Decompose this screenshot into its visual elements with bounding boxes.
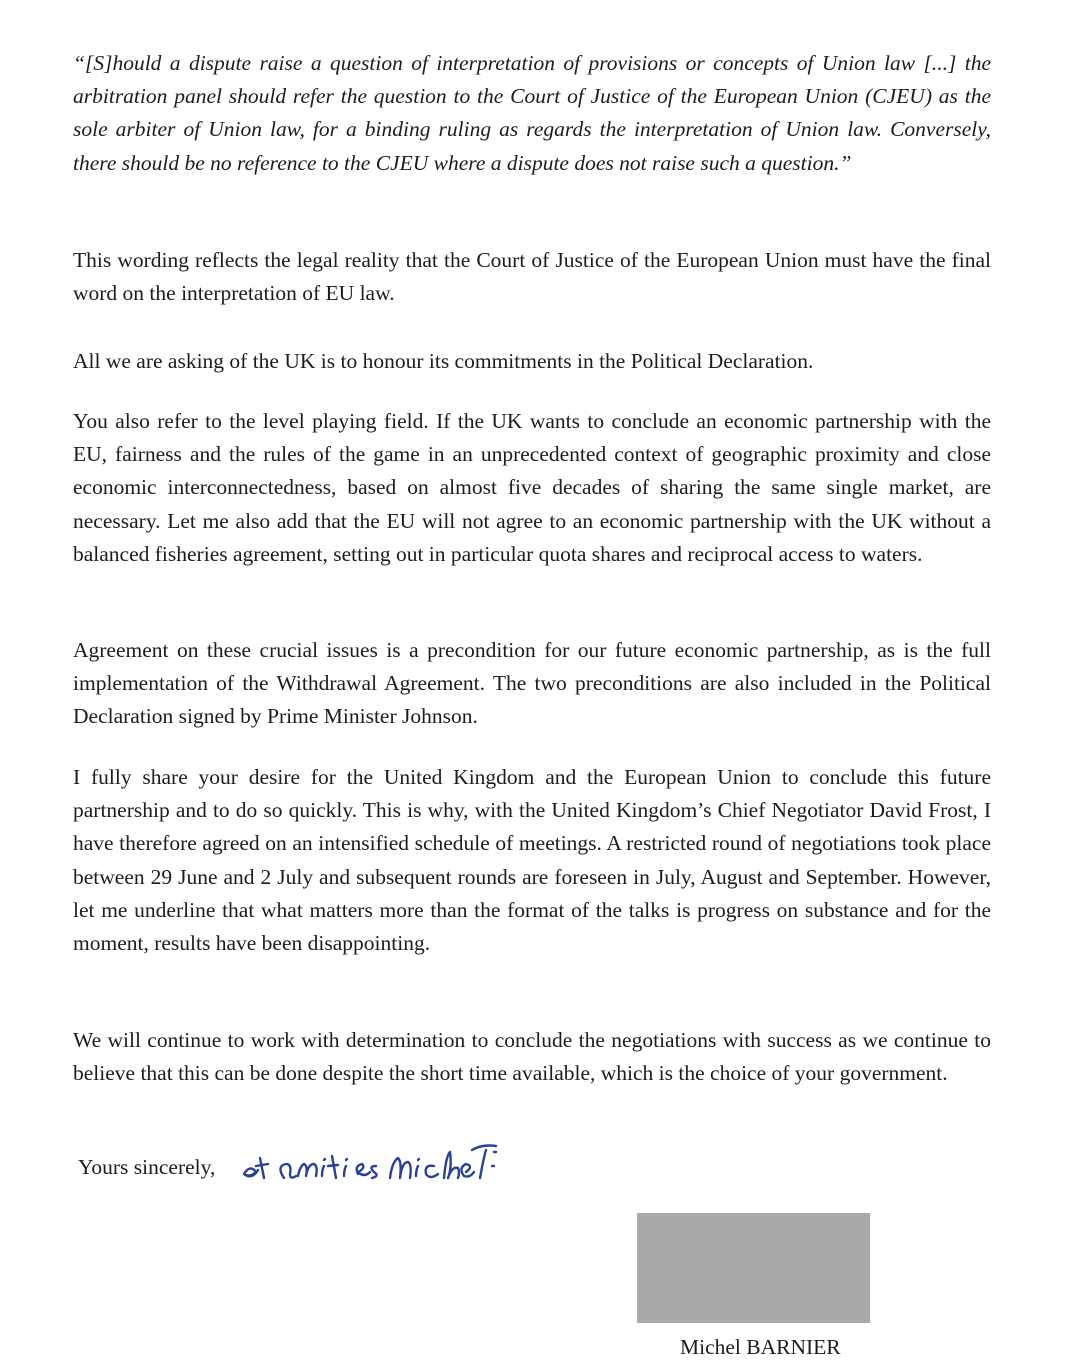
signer-name: Michel BARNIER xyxy=(680,1335,841,1359)
quoted-passage: “[S]hould a dispute raise a question of interpretation of provisions or concepts of Union law [...] the arbitration panel should refer the question to the Court of Justice of the European Union (CJEU) as the sole arbiter of Union law, for a binding ruling as regards the interpretation of Union law. Conversely, there should be no reference to the CJEU where a dispute does not raise such a question.” xyxy=(73,51,991,175)
closing-salutation: Yours sincerely, xyxy=(78,1155,216,1179)
redacted-signature-block xyxy=(637,1213,870,1323)
paragraph-continue-work: We will continue to work with determination to conclude the negotiations with success as we continue to believe that this can be done despite the short time available, which is the choice of your government. xyxy=(73,1028,991,1086)
paragraph-commitments: All we are asking of the UK is to honour its commitments in the Political Declaration. xyxy=(73,349,814,373)
paragraph-level-playing-field: You also refer to the level playing field. If the UK wants to conclude an economic partnership with the EU, fairness and the rules of the game in an unprecedented context of geographic proximity and close economic interconnectedness, based on almost five decades of sharing the same single market, are necessary. Let me also add that the EU will not agree to an economic partnership with the UK without a balanced fisheries agreement, setting out in particular quota shares and reciprocal access to waters. xyxy=(73,409,991,566)
paragraph-preconditions: Agreement on these crucial issues is a precondition for our future economic partnership, as is the full implementation of the Withdrawal Agreement. The two preconditions are also included in the Political Declaration signed by Prime Minister Johnson. xyxy=(73,638,991,729)
paragraph-negotiation-schedule: I fully share your desire for the United Kingdom and the European Union to conclude this future partnership and to do so quickly. This is why, with the United Kingdom’s Chief Negotiator David Frost, I have therefore agreed on an intensified schedule of meetings. A restricted round of negotiations took place between 29 June and 2 July and subsequent rounds are foreseen in July, August and September. However, let me underline that what matters more than the format of the talks is progress on substance and for the moment, results have been disappointing. xyxy=(73,765,991,956)
handwritten-signature xyxy=(240,1132,500,1188)
paragraph-legal-reality: This wording reflects the legal reality that the Court of Justice of the European Union must have the final word on the interpretation of EU law. xyxy=(73,248,991,306)
